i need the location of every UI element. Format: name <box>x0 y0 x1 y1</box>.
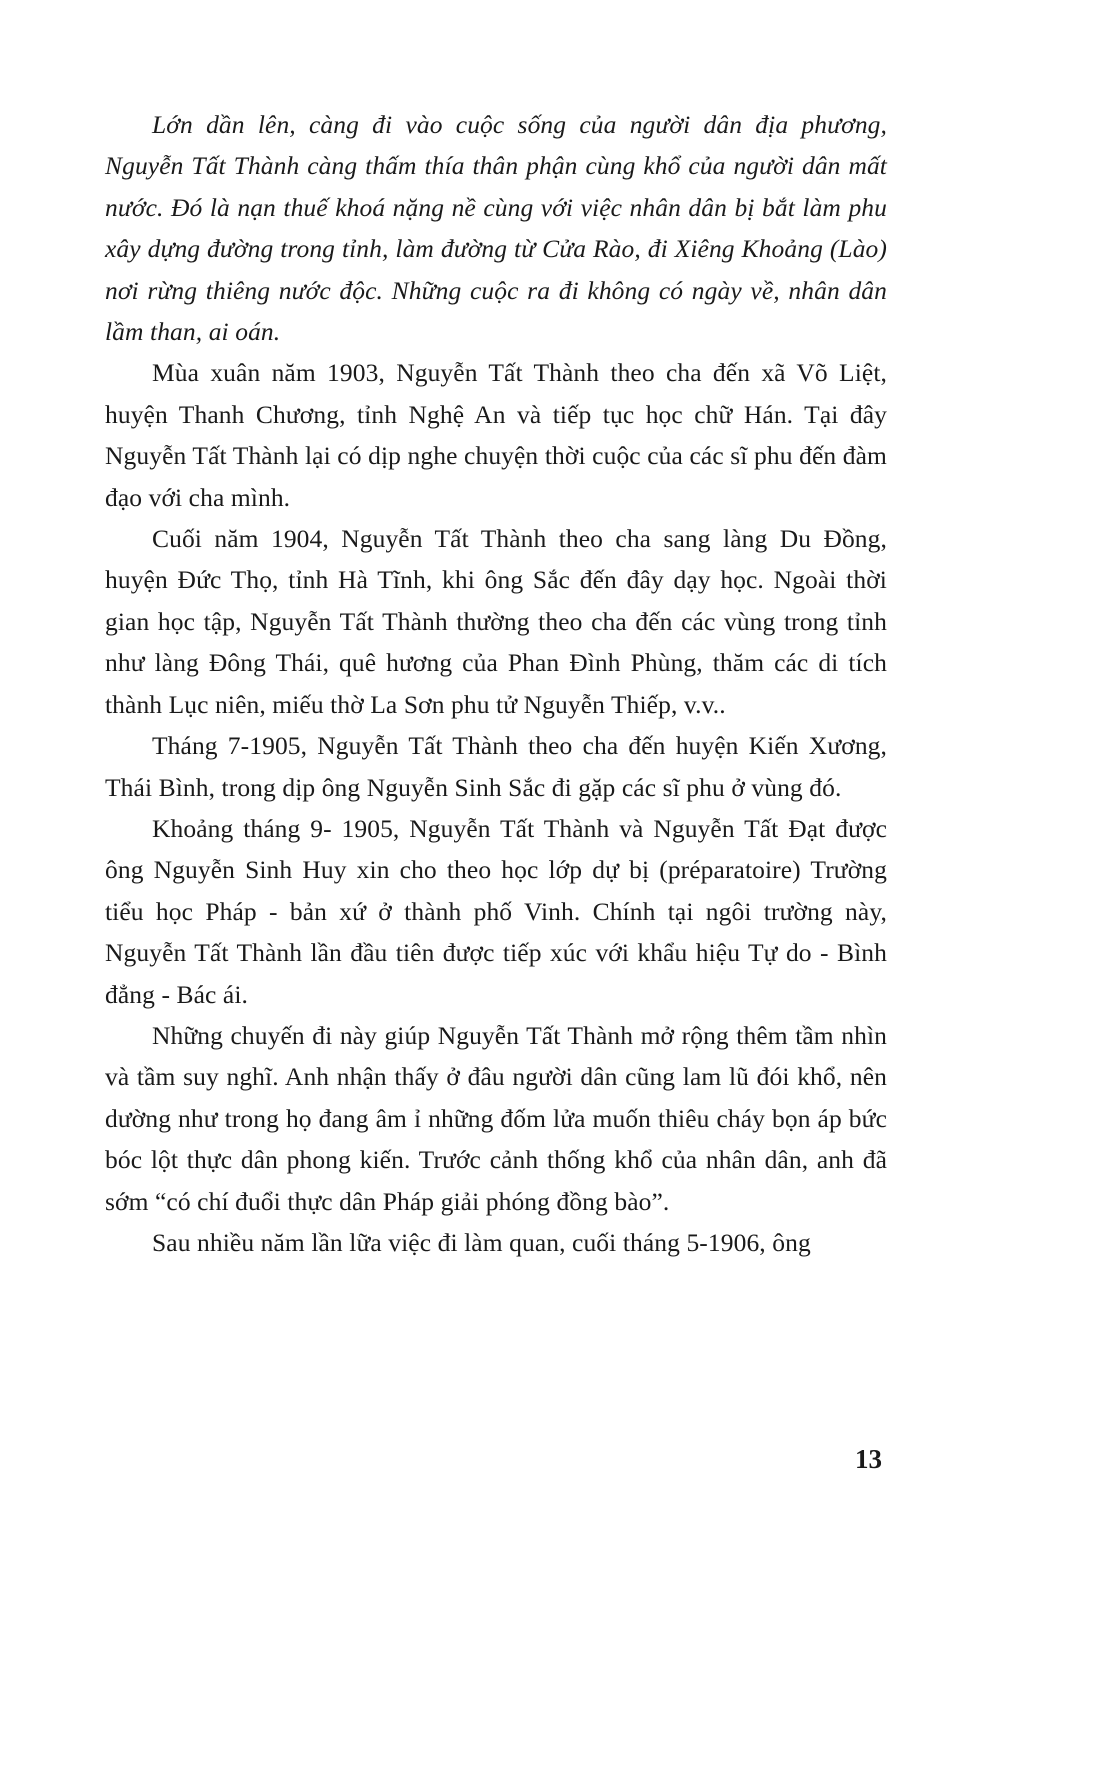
page-number: 13 <box>855 1444 882 1474</box>
paragraph: Tháng 7-1905, Nguyễn Tất Thành theo cha đến huyện Kiến Xương, Thái Bình, trong dịp ông Nguyễn Sinh Sắc đi gặp các sĩ phu ở vùng đó. <box>105 731 887 802</box>
paragraph: Sau nhiều năm lần lữa việc đi làm quan, cuối tháng 5-1906, ông <box>152 1227 811 1257</box>
paragraph: Lớn dần lên, càng đi vào cuộc sống của người dân địa phương, Nguyễn Tất Thành càng thấm thía thân phận cùng khổ của người dân mất nước. Đó là nạn thuế khoá nặng nề cùng với việc nhân dân bị bắt làm phu xây dựng đường trong tỉnh, làm đường từ Cửa Rào, đi Xiêng Khoảng (Lào) nơi rừng thiêng nước độc. Những cuộc ra đi không có ngày về, nhân dân lầm than, ai oán. <box>105 110 887 347</box>
paragraph: Khoảng tháng 9- 1905, Nguyễn Tất Thành và Nguyễn Tất Đạt được ông Nguyễn Sinh Huy xin cho theo học lớp dự bị (préparatoire) Trường tiểu học Pháp - bản xứ ở thành phố Vinh. Chính tại ngôi trường này, Nguyễn Tất Thành lần đầu tiên được tiếp xúc với khẩu hiệu Tự do - Bình đẳng - Bác ái. <box>105 813 887 1009</box>
paragraph: Những chuyến đi này giúp Nguyễn Tất Thành mở rộng thêm tầm nhìn và tầm suy nghĩ. Anh nhận thấy ở đâu người dân cũng lam lũ đói khổ, nên dường như trong họ đang âm ỉ những đốm lửa muốn thiêu cháy bọn áp bức bóc lột thực dân phong kiến. Trước cảnh thống khổ của nhân dân, anh đã sớm “có chí đuổi thực dân Pháp giải phóng đồng bào”. <box>105 1020 887 1216</box>
body-text <box>105 104 887 1263</box>
paragraph: Cuối năm 1904, Nguyễn Tất Thành theo cha sang làng Du Đồng, huyện Đức Thọ, tỉnh Hà Tĩnh, khi ông Sắc đến đây dạy học. Ngoài thời gian học tập, Nguyễn Tất Thành thường theo cha đến các vùng trong tỉnh như làng Đông Thái, quê hương của Phan Đình Phùng, thăm các di tích thành Lục niên, miếu thờ La Sơn phu tử Nguyễn Thiếp, v.v.. <box>105 524 887 719</box>
paragraph: Mùa xuân năm 1903, Nguyễn Tất Thành theo cha đến xã Võ Liệt, huyện Thanh Chương, tỉnh Nghệ An và tiếp tục học chữ Hán. Tại đây Nguyễn Tất Thành lại có dịp nghe chuyện thời cuộc của các sĩ phu đến đàm đạo với cha mình. <box>105 358 887 512</box>
